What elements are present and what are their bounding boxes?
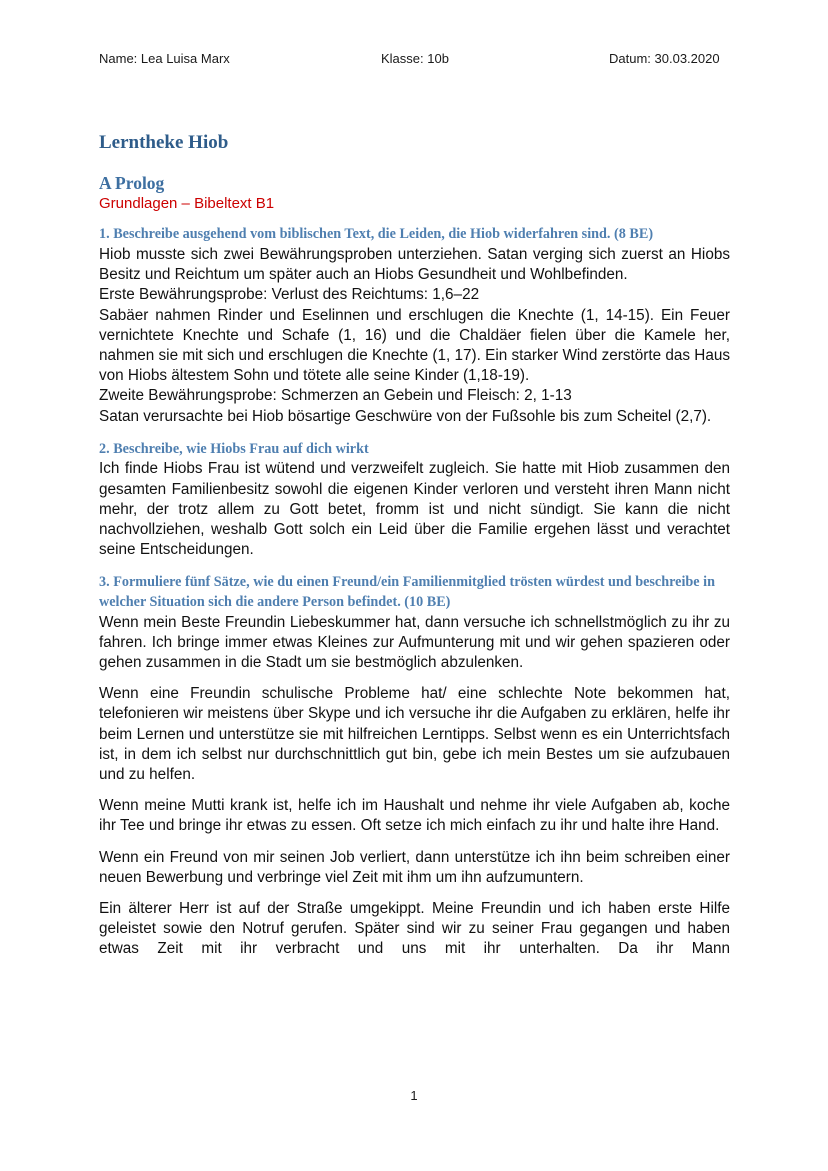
document-body	[99, 132, 730, 960]
answer-3-paragraph: Wenn eine Freundin schulische Probleme hat/ eine schlechte Note bekommen hat, telefonieren wir meistens über Skype und ich versuche ihr die Aufgaben zu erklären, helfe ihr beim Lernen und unterstütze sie mit hilfreichen Lerntipps. Selbst wenn es ein Unterrichtsfach ist, in dem ich selbst nur durchschnittlich gut bin, gebe ich mein Bestes um sie aufzubauen und zu helfen.	[99, 685, 730, 783]
answer-3-paragraph: Ein älterer Herr ist auf der Straße umgekippt. Meine Freundin und ich haben erste Hilfe geleistet sowie den Notruf gerufen. Später sind wir zu seiner Frau gegangen und haben etwas Zeit mit ihr verbracht und uns mit ihr unterhalten. Da ihr Mann	[99, 900, 730, 958]
header-name: Name: Lea Luisa Marx	[99, 51, 230, 66]
answer-3-paragraph: Wenn ein Freund von mir seinen Job verliert, dann unterstütze ich ihn beim schreiben einer neuen Bewerbung und verbringe viel Zeit mit ihm um ihn aufzumuntern.	[99, 848, 730, 886]
answer-1-trial-2: Zweite Bewährungsprobe: Schmerzen an Gebein und Fleisch: 2, 1-13	[99, 387, 572, 405]
section-heading: A Prolog	[99, 172, 165, 193]
question-2-block	[99, 440, 730, 561]
section-subheading: Grundlagen – Bibeltext B1	[99, 194, 275, 212]
page-number: 1	[410, 1088, 418, 1103]
answer-1-paragraph: Hiob musste sich zwei Bewährungsproben unterziehen. Satan verging sich zuerst an Hiobs Besitz und Reichtum um später auch an Hiobs Gesundheit und Wohlbefinden.	[99, 245, 730, 284]
question-3-block	[99, 573, 730, 959]
answer-2-paragraph: Ich finde Hiobs Frau ist wütend und verzweifelt zugleich. Sie hatte mit Hiob zusammen den gesamten Familienbesitz sowohl die eigenen Kinder verloren und versteht ihren Mann nicht mehr, der trotz allem zu Gott betet, fromm ist und nicht sündigt. Sie kann die nicht nachvollziehen, weshalb Gott solch ein Leid über die Familie ergehen lässt und verachtet seine Entscheidungen.	[99, 460, 730, 559]
document-title: Lerntheke Hiob	[99, 132, 229, 153]
answer-1-trial-1: Erste Bewährungsprobe: Verlust des Reichtums: 1,6–22	[99, 286, 480, 304]
question-3: 3. Formuliere fünf Sätze, wie du einen Freund/ein Familienmitglied trösten würdest und beschreibe in welcher Situation sich die andere Person befindet. (10 BE)	[99, 574, 715, 610]
header-date: Datum: 30.03.2020	[609, 51, 720, 66]
question-2: 2. Beschreibe, wie Hiobs Frau auf dich wirkt	[99, 440, 369, 457]
answer-1-paragraph: Satan verursachte bei Hiob bösartige Geschwüre von der Fußsohle bis zum Scheitel (2,7).	[99, 407, 712, 425]
answer-3-paragraph: Wenn meine Mutti krank ist, helfe ich im Haushalt und nehme ihr viele Aufgaben ab, koche ihr Tee und bringe ihr etwas zu essen. Oft setze ich mich einfach zu ihr und halte ihre Hand.	[99, 797, 730, 835]
header-class: Klasse: 10b	[381, 51, 449, 66]
question-1: 1. Beschreibe ausgehend vom biblischen Text, die Leiden, die Hiob widerfahren sind. (8 BE)	[99, 226, 654, 243]
question-1-block	[99, 225, 730, 426]
answer-1-paragraph: Sabäer nahmen Rinder und Eselinnen und erschlugen die Knechte (1, 14-15). Ein Feuer vernichtete Knechte und Schafe (1, 16) und die Chaldäer fielen über die Kamele her, nahmen sie mit sich und erschlugen die Knechte (1, 17). Ein starker Wind zerstörte das Haus von Hiobs ältestem Sohn und tötete alle seine Kinder (1,18-19).	[99, 306, 730, 385]
answer-3-paragraph: Wenn mein Beste Freundin Liebeskummer hat, dann versuche ich schnellstmöglich zu ihr zu fahren. Ich bringe immer etwas Kleines zur Aufmunterung mit und wir gehen spazieren oder gehen zusammen in die Stadt um sie bestmöglich abzulenken.	[99, 613, 730, 671]
